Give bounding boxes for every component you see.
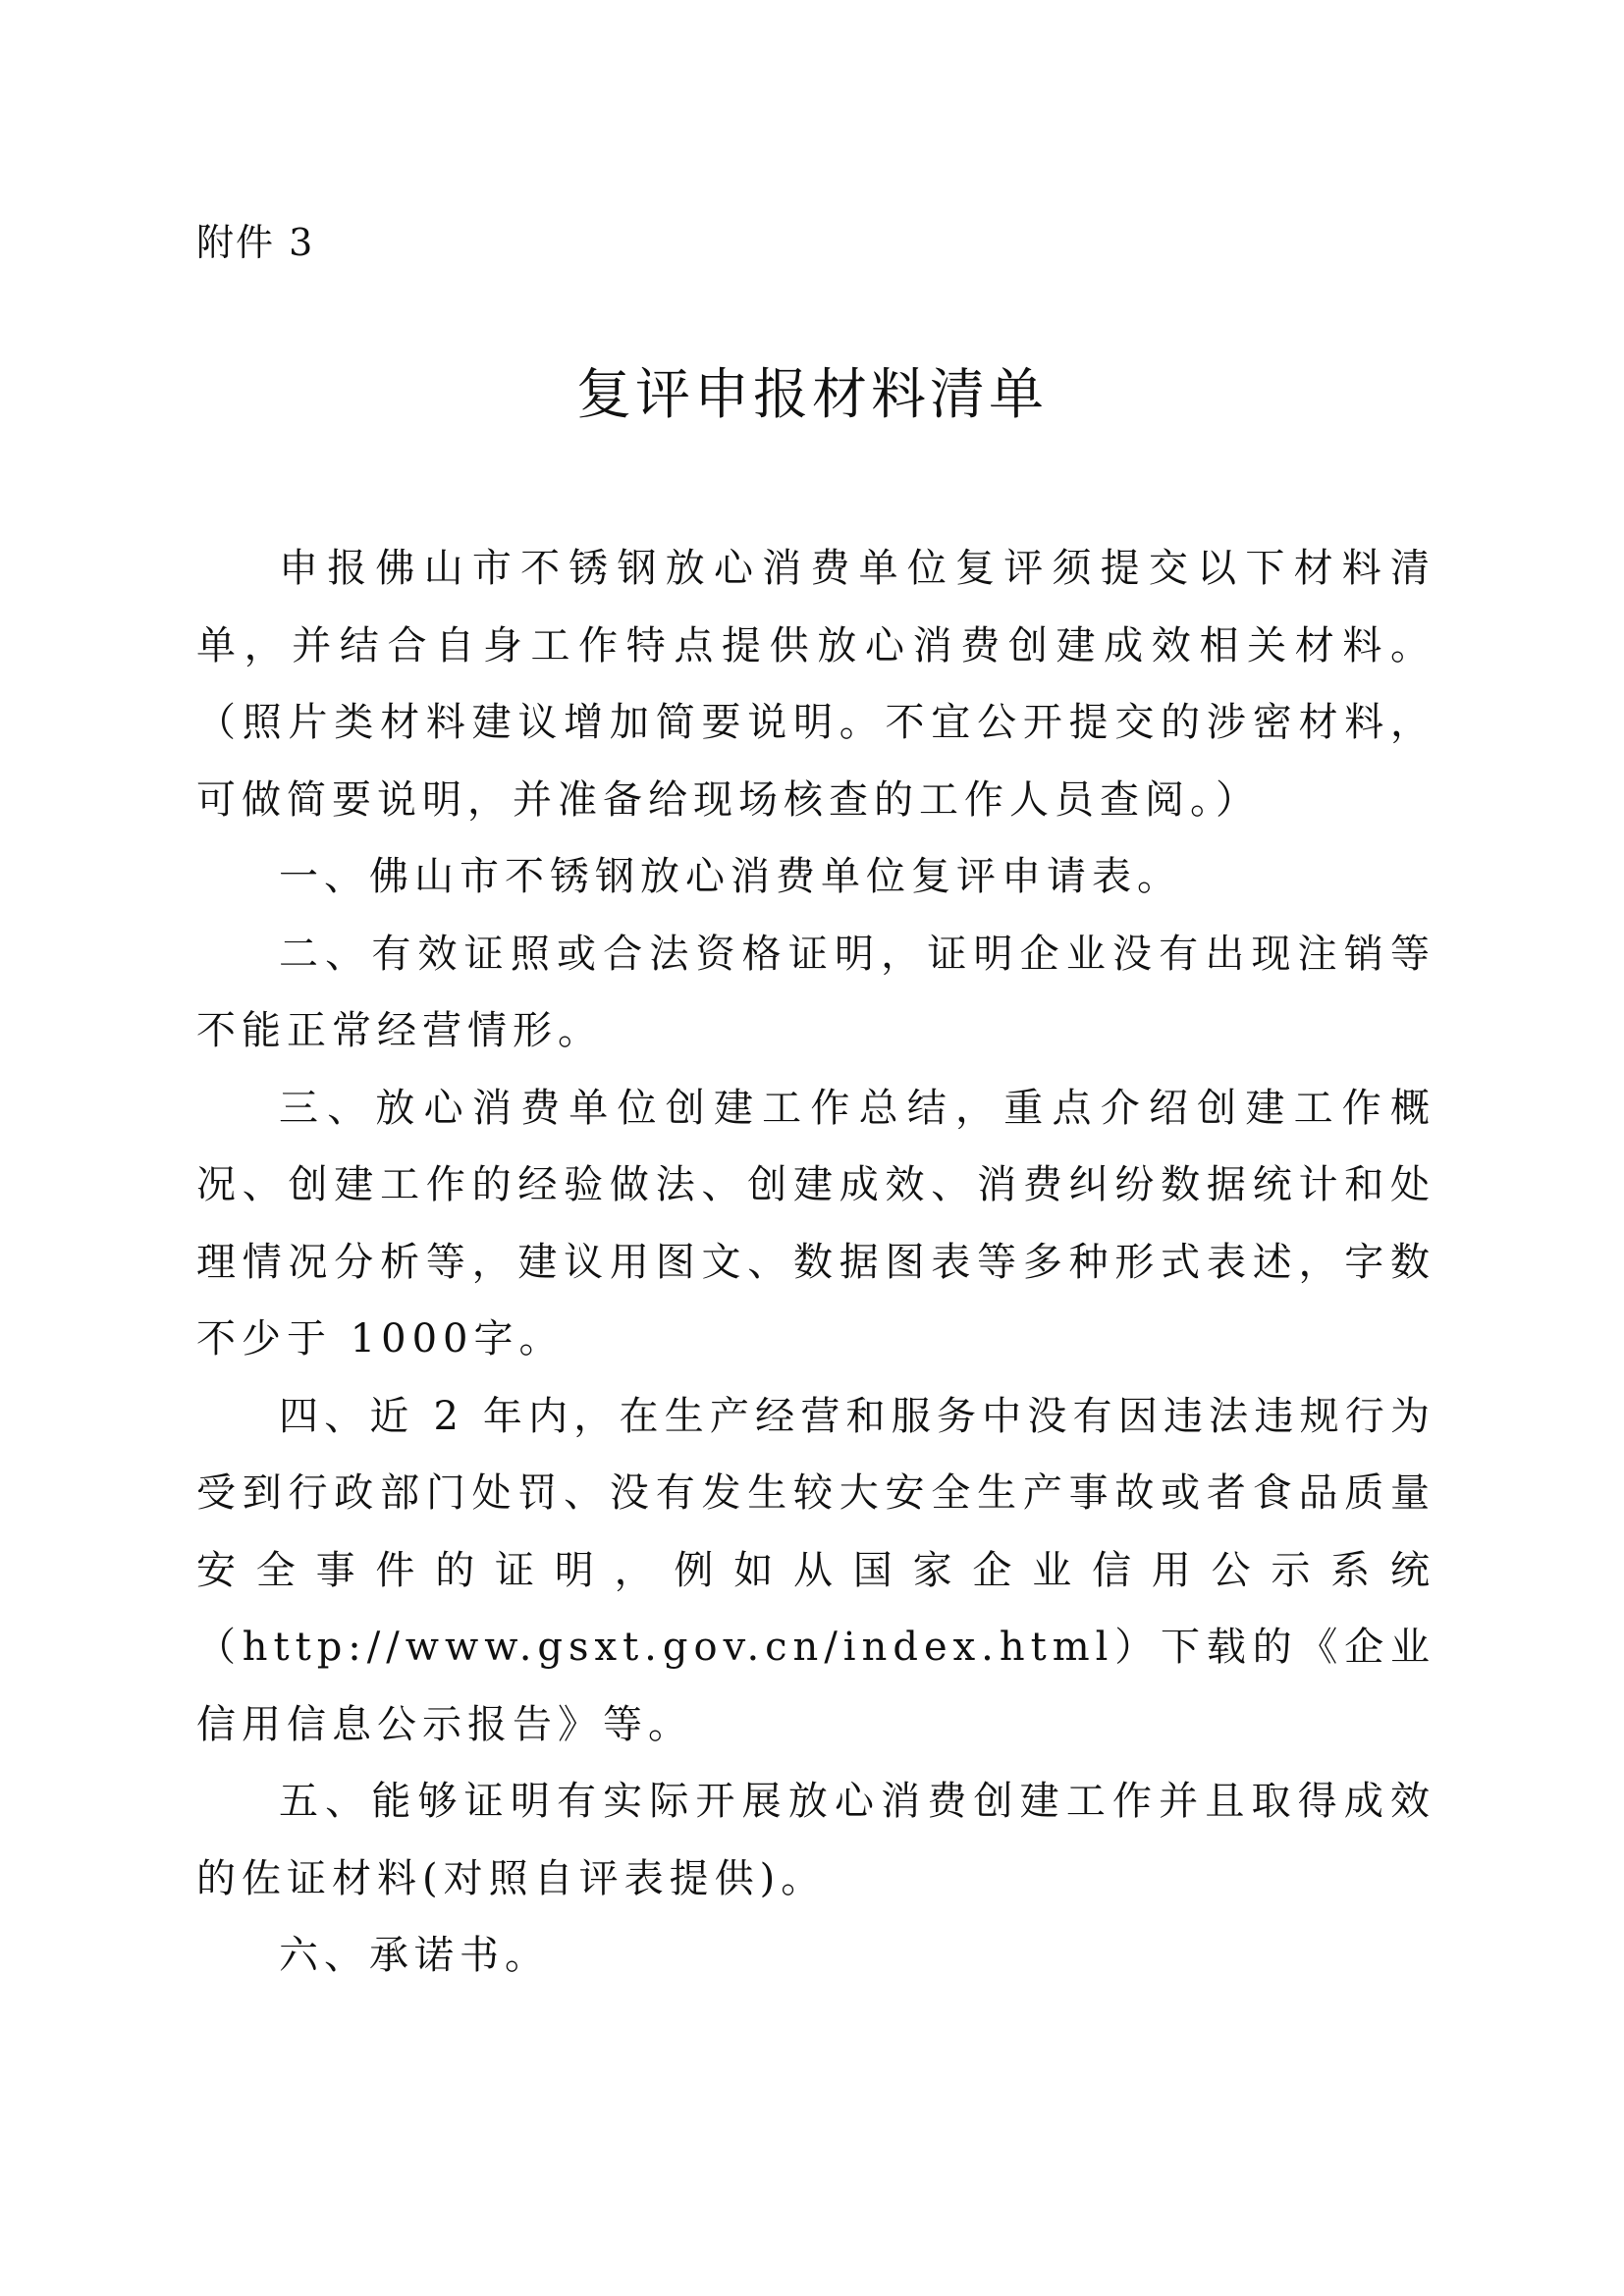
item-4-compliance-proof: 四、近 2 年内，在生产经营和服务中没有因违法违规行为受到行政部门处罚、没有发生较大安全生产事故或者食品质量安全事件的证明，例如从国家企业信用公示系统（http://www.gsxt.gov.cn/index.html）下载的《企业信用信息公示报告》等。	[196, 1393, 1435, 1747]
intro-paragraph: 申报佛山市不锈钢放心消费单位复评须提交以下材料清单，并结合自身工作特点提供放心消费创建成效相关材料。（照片类材料建议增加简要说明。不宜公开提交的涉密材料，可做简要说明，并准备给现场核查的工作人员查阅。）	[196, 546, 1435, 823]
item-2-license-proof: 二、有效证照或合法资格证明，证明企业没有出现注销等不能正常经营情形。	[196, 931, 1435, 1053]
item-5-supporting-materials: 五、能够证明有实际开展放心消费创建工作并且取得成效的佐证材料(对照自评表提供)。	[196, 1779, 1435, 1901]
item-1-application-form: 一、佛山市不锈钢放心消费单位复评申请表。	[279, 854, 1182, 899]
attachment-label: 附件 3	[196, 221, 315, 264]
document-title: 复评申报材料清单	[576, 363, 1048, 427]
item-6-commitment-letter: 六、承诺书。	[279, 1933, 550, 1978]
document-body	[196, 530, 1435, 1995]
item-3-work-summary: 三、放心消费单位创建工作总结，重点介绍创建工作概况、创建工作的经验做法、创建成效、消费纠纷数据统计和处理情况分析等，建议用图文、数据图表等多种形式表述，字数不少于 1000字。	[196, 1085, 1435, 1362]
